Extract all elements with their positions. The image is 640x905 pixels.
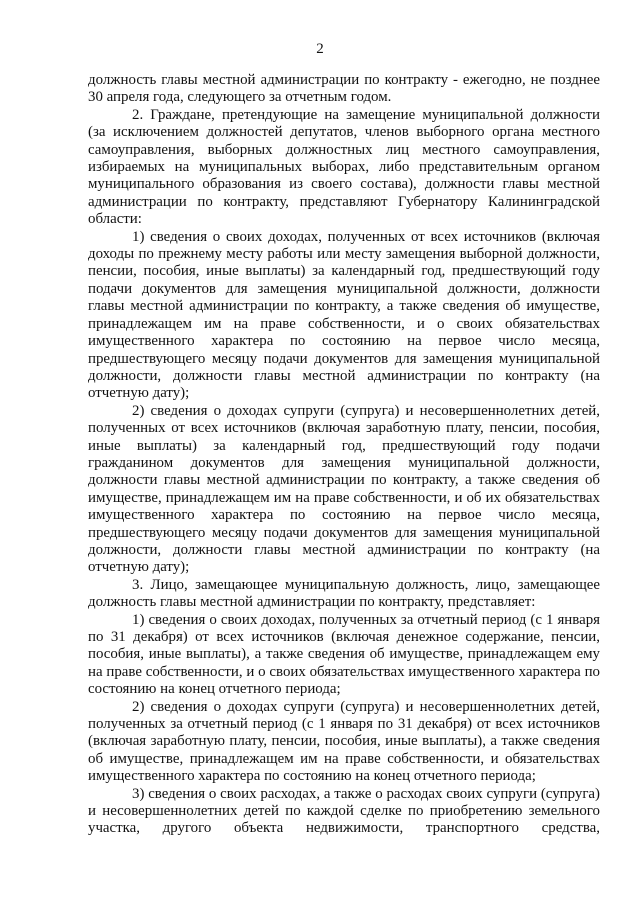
page-number: 2 — [316, 41, 324, 57]
document-body — [88, 72, 600, 838]
paragraph-subitem-3-1: 1) сведения о своих доходах, полученных за отчетный период (с 1 января по 31 декабря) от всех источников (включая денежное содержание, пенсии, пособия, иные выплаты), а также сведения об имуществе, принадлежащем ему на праве собственности, и о своих обязательствах имущественного характера по состоянию на конец отчетного периода; — [88, 611, 600, 698]
paragraph-subitem-2-2: 2) сведения о доходах супруги (супруга) и несовершеннолетних детей, полученных от всех источников (включая заработную плату, пенсии, пособия, иные выплаты) за календарный год, предшествующий году подачи гражданином документов для замещения муниципальной должности, должности главы местной администрации по контракту, а также сведения об имуществе, принадлежащем им на праве собственности, и об их обязательствах имущественного характера по состоянию на первое число месяца, предшествующего месяцу подачи документов для замещения муниципальной должности, должности главы местной администрации по контракту (на отчетную дату); — [88, 402, 600, 576]
paragraph-item-2: 2. Граждане, претендующие на замещение муниципальной должности (за исключением должностей депутатов, членов выборного органа местного самоуправления, выборных должностных лиц местного самоуправления, избираемых на муниципальных выборах, либо представительным органом муниципального образования из своего состава), должности главы местной администрации по контракту, представляют Губернатору Калининградской области: — [88, 106, 600, 228]
paragraph-continuation: должность главы местной администрации по контракту - ежегодно, не позднее 30 апреля года, следующего за отчетным годом. — [88, 72, 600, 106]
paragraph-subitem-3-3: 3) сведения о своих расходах, а также о расходах своих супруги (супруга) и несовершеннолетних детей по каждой сделке по приобретению земельного участка, другого объекта недвижимости, транспортного средства, — [88, 785, 600, 837]
paragraph-subitem-2-1: 1) сведения о своих доходах, полученных от всех источников (включая доходы по прежнему месту работы или месту замещения выборной должности, пенсии, пособия, иные выплаты) за календарный год, предшествующий году подачи документов для замещения муниципальной должности, должности главы местной администрации по контракту, а также сведения об имуществе, принадлежащем им на праве собственности, и о своих обязательствах имущественного характера по состоянию на первое число месяца, предшествующего месяцу подачи документов для замещения муниципальной должности, должности главы местной администрации по контракту (на отчетную дату); — [88, 228, 600, 402]
paragraph-subitem-3-2: 2) сведения о доходах супруги (супруга) и несовершеннолетних детей, полученных за отчетный период (с 1 января по 31 декабря) от всех источников (включая заработную плату, пенсии, пособия, иные выплаты), а также сведения об имуществе, принадлежащем им на праве собственности, и обязательствах имущественного характера по состоянию на конец отчетного периода; — [88, 698, 600, 785]
paragraph-item-3: 3. Лицо, замещающее муниципальную должность, лицо, замещающее должность главы местной администрации по контракту, представляет: — [88, 576, 600, 611]
